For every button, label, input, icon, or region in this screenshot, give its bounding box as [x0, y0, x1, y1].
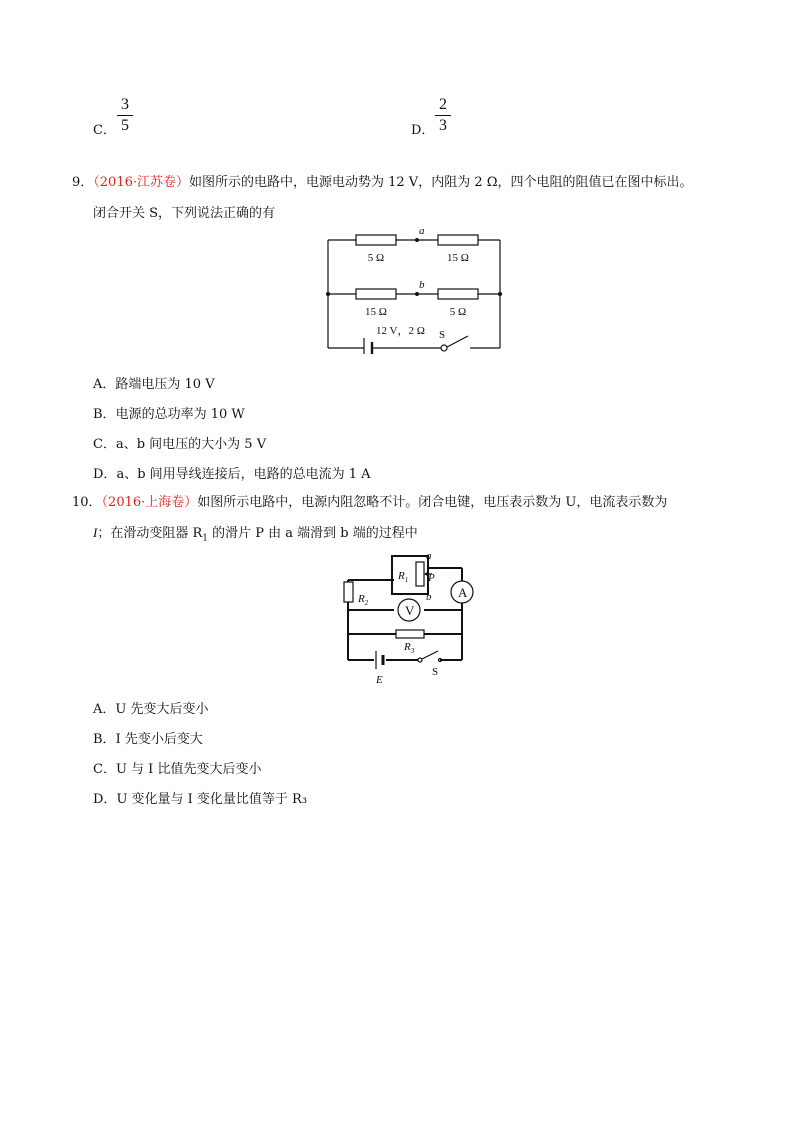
q8-option-c-label: C． — [93, 123, 116, 138]
q10-option-d-text: U 变化量与 I 变化量比值等于 R₃ — [116, 792, 308, 807]
q9-node-b-label: b — [419, 279, 425, 291]
q10-stem-sub: 1 — [202, 533, 208, 544]
q9-node-b-dot — [415, 292, 419, 296]
q10-option-a — [93, 698, 208, 717]
q9-question — [72, 171, 693, 190]
q10-r3-label: $R_3$ — [404, 641, 415, 655]
q8-option-d-label: D． — [411, 123, 435, 138]
q9-node-a-dot — [415, 238, 419, 242]
q8-option-d-fraction — [435, 96, 451, 135]
q10-option-a-text: U 先变大后变小 — [115, 702, 209, 717]
q9-option-b — [93, 403, 245, 422]
q10-resistor-r2 — [344, 582, 353, 602]
q9-option-a — [93, 373, 215, 392]
q10-source: （2016·上海卷） — [101, 495, 198, 510]
q9-r-mid-left-label: 15 Ω — [365, 306, 387, 318]
q10-stem-part-b: ；在滑动变阻器 R — [97, 526, 203, 541]
q9-option-d-label: D． — [93, 467, 117, 482]
q9-option-d — [93, 463, 371, 482]
q10-resistor-r3 — [396, 630, 424, 638]
q10-stem-line2 — [93, 522, 418, 544]
q10-stem-part-c: 的滑片 P 由 a 端滑到 b 端的过程中 — [208, 526, 418, 541]
q9-option-c-label: C． — [93, 437, 116, 452]
q10-s-label: S — [432, 666, 439, 678]
q10-ammeter-label: A — [458, 585, 468, 600]
q10-circuit-diagram — [336, 548, 486, 688]
q9-option-b-label: B． — [93, 407, 116, 422]
q9-number: 9． — [72, 175, 94, 190]
q8-option-d-numerator: 2 — [439, 96, 447, 113]
q10-stem-line1: 如图所示电路中，电源内阻忽略不计。闭合电键，电压表示数为 U，电流表示数为 — [197, 495, 668, 510]
q9-circuit-diagram — [320, 224, 510, 354]
q10-option-d-label: D． — [93, 792, 117, 807]
q10-p-label: P — [428, 572, 435, 584]
q9-r-top-right-label: 15 Ω — [447, 252, 469, 264]
q10-voltmeter-label: V — [405, 603, 415, 618]
q9-option-d-text: a、b 间用导线连接后，电路的总电流为 1 A — [116, 467, 371, 482]
q10-switch-pivot — [418, 658, 422, 662]
q10-node-a-label: a — [426, 550, 432, 562]
q9-stem-line2: 闭合开关 S，下列说法正确的有 — [93, 206, 276, 221]
q10-switch-blade — [422, 651, 438, 659]
q9-switch-pivot — [441, 345, 447, 351]
q9-resistor-mid-left — [356, 289, 396, 299]
q9-option-c — [93, 433, 266, 452]
q9-resistor-top-left — [356, 235, 396, 245]
q10-node-b-label: b — [426, 591, 432, 603]
q8-option-c-numerator: 3 — [121, 96, 129, 113]
q8-option-c-fraction — [117, 96, 133, 135]
q10-option-d — [93, 788, 307, 807]
q9-option-a-text: 路端电压为 10 V — [115, 377, 215, 392]
q9-stem-line1: 如图所示的电路中，电源电动势为 12 V，内阻为 2 Ω，四个电阻的阻值已在图中标出。 — [189, 175, 693, 190]
q9-r-top-left-label: 5 Ω — [367, 252, 385, 264]
q9-source: （2016·江苏卷） — [93, 175, 189, 190]
q9-r-mid-right-label: 5 Ω — [449, 306, 467, 318]
q10-r2-label: $R_2$ — [358, 593, 369, 607]
q10-option-c — [93, 758, 261, 777]
q9-option-b-text: 电源的总功率为 10 W — [115, 407, 245, 422]
q9-source-label: 12 V，2 Ω — [376, 325, 425, 337]
q9-resistor-mid-right — [438, 289, 478, 299]
q9-switch-blade — [447, 336, 468, 347]
q9-option-c-text: a、b 间电压的大小为 5 V — [115, 437, 267, 452]
q10-option-c-label: C． — [93, 762, 116, 777]
q10-option-b-label: B． — [93, 732, 116, 747]
q10-option-a-label: A． — [93, 702, 116, 717]
q10-option-c-text: U 与 I 比值先变大后变小 — [115, 762, 262, 777]
q10-option-b — [93, 728, 203, 747]
q8-option-c-denominator: 5 — [121, 117, 129, 134]
q10-r1-label: $R_1$ — [398, 570, 409, 584]
q10-resistor-r1 — [416, 562, 424, 586]
q10-number: 10． — [72, 495, 102, 510]
q10-stem-i: I — [93, 525, 98, 540]
q9-option-a-label: A． — [93, 377, 116, 392]
q10-question — [72, 491, 667, 510]
q10-option-b-text: I 先变小后变大 — [115, 732, 203, 747]
q10-e-label: E — [376, 674, 383, 686]
q8-option-d-denominator: 3 — [439, 117, 447, 134]
q9-node-a-label: a — [419, 225, 425, 237]
q9-switch-label: S — [439, 329, 446, 341]
q9-resistor-top-right — [438, 235, 478, 245]
